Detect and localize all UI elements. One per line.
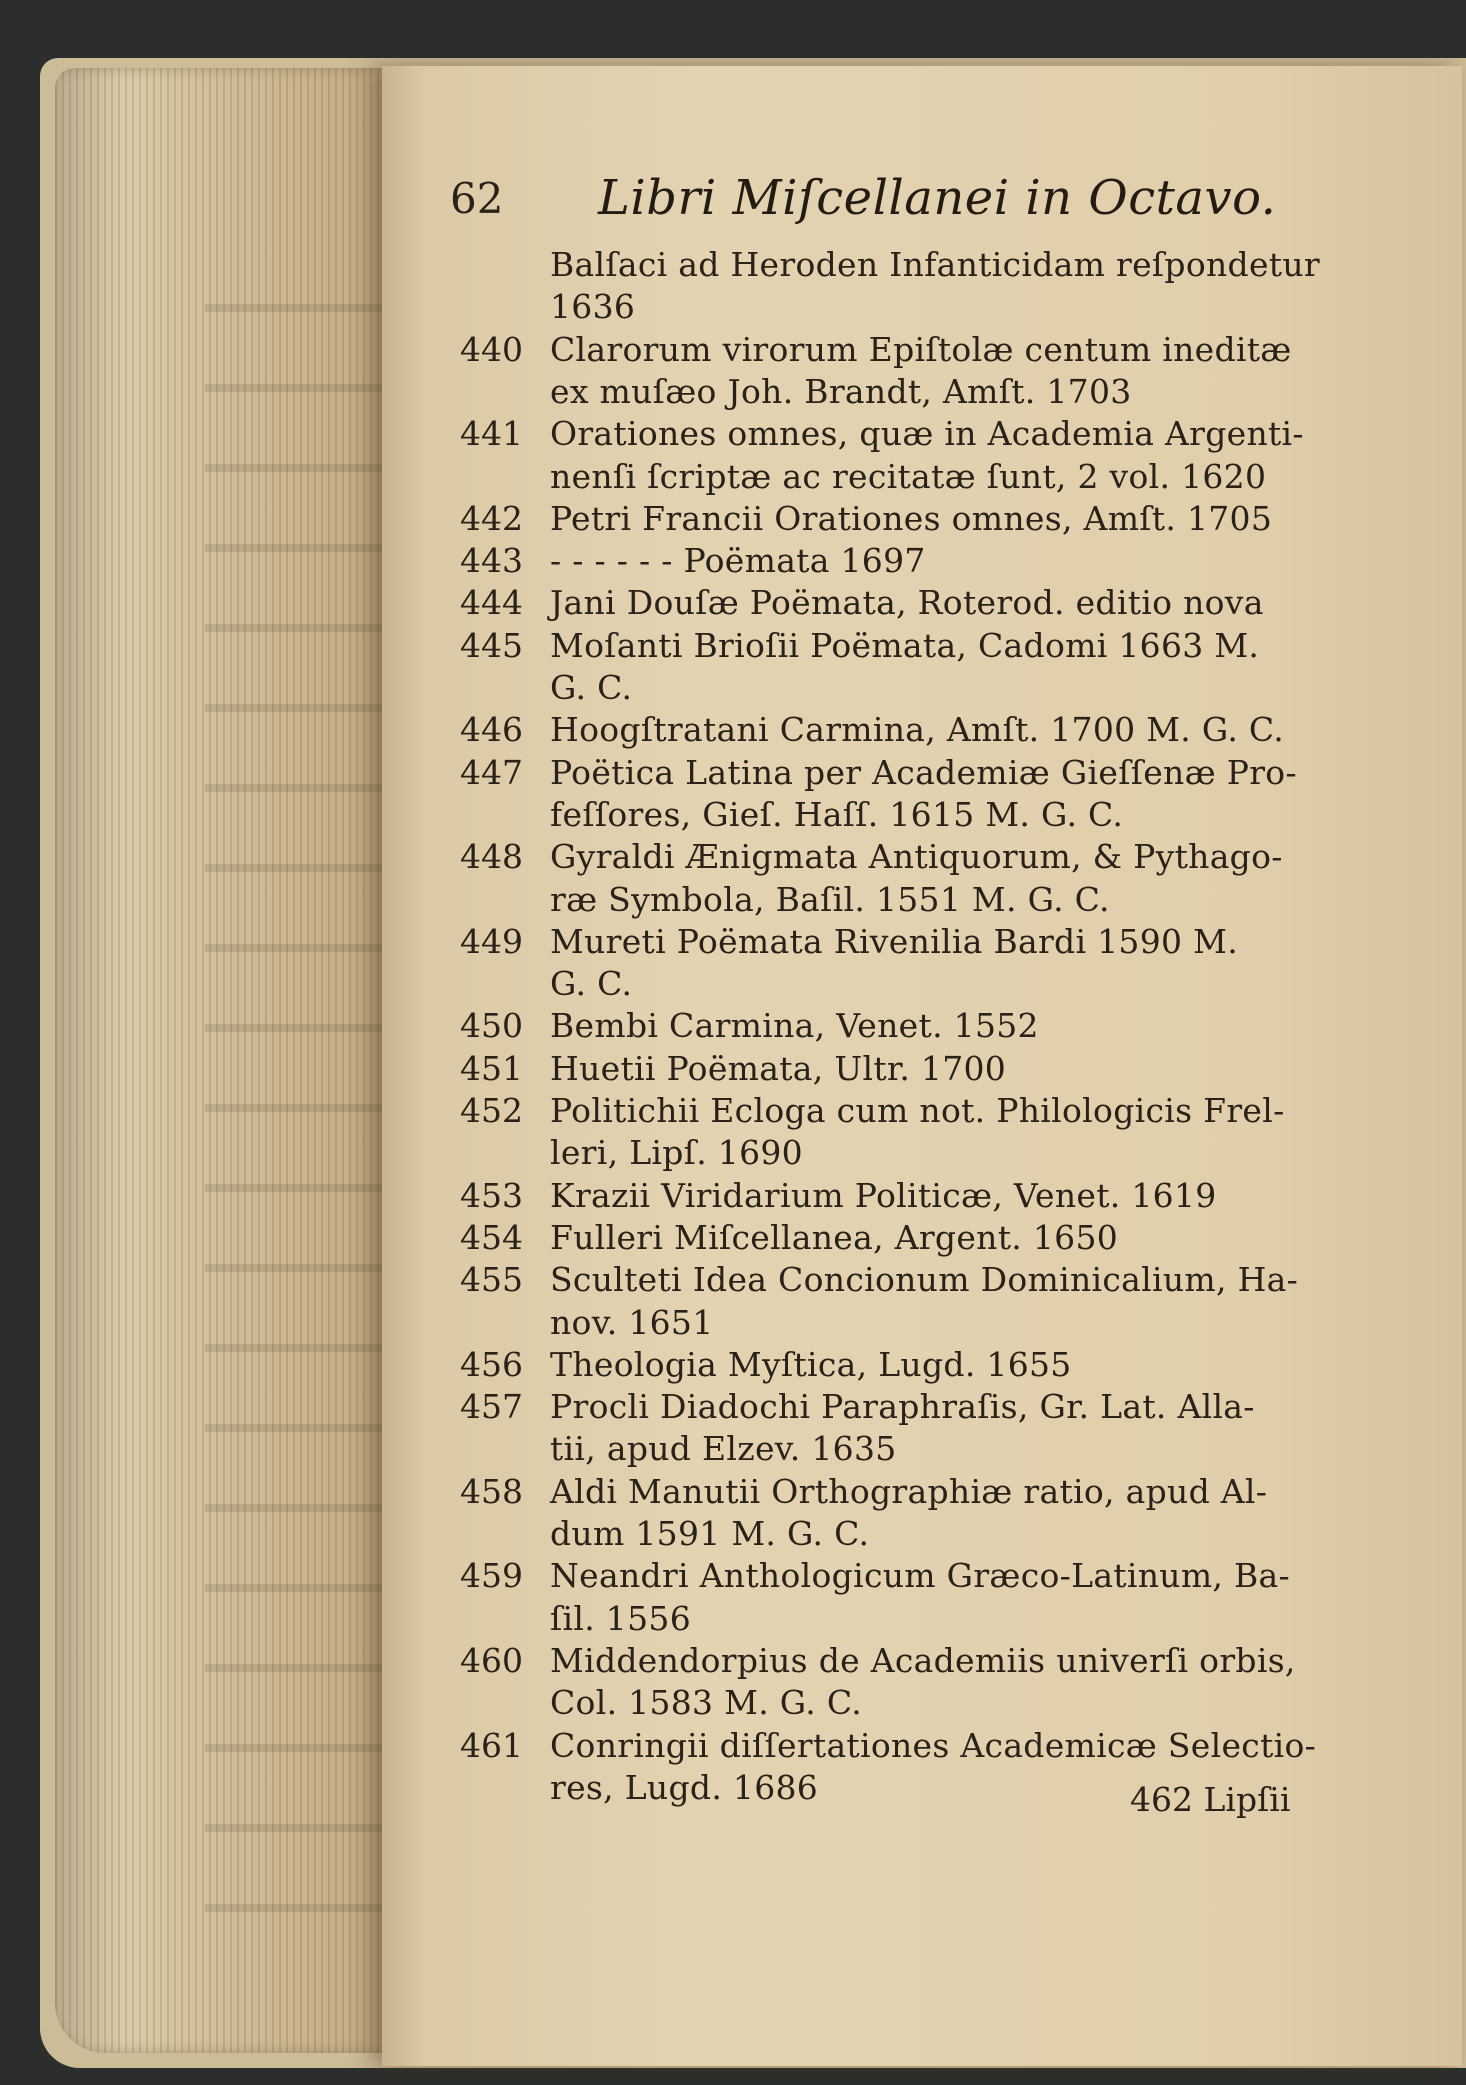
- catalogue-entry-continuation: [460, 1130, 1360, 1175]
- catalogue-entry-continuation: [460, 454, 1360, 499]
- entry-text: Gyraldi Ænigmata Antiquorum, & Pythago-: [550, 837, 1283, 877]
- entry-text: dum 1591 M. G. C.: [550, 1514, 870, 1553]
- entry-text: Hoogſtratani Carmina, Amſt. 1700 M. G. C.: [550, 710, 1285, 750]
- entry-number: 446: [460, 710, 523, 750]
- entry-text: ex muſæo Joh. Brandt, Amſt. 1703: [550, 371, 1132, 411]
- entry-text: Col. 1583 M. G. C.: [550, 1683, 863, 1723]
- catalogue-entry-continuation: [460, 877, 1360, 922]
- catalogue-entry: [460, 707, 1360, 752]
- catalogue-entry-continuation: [460, 1426, 1360, 1471]
- entry-text: Sculteti Idea Concionum Dominicalium, Ha-: [550, 1260, 1299, 1300]
- entry-text: ſil. 1556: [550, 1598, 691, 1638]
- catalogue-entry: [460, 580, 1360, 625]
- catalogue-entry: [460, 1215, 1360, 1260]
- entry-text: Petri Francii Orationes omnes, Amſt. 1705: [550, 498, 1273, 538]
- catalogue-entry: [460, 1384, 1360, 1429]
- entry-text: nenſi ſcriptæ ac recitatæ ſunt, 2 vol. 1620: [550, 456, 1267, 496]
- entry-text: Krazii Viridarium Politicæ, Venet. 1619: [550, 1175, 1217, 1215]
- entry-number: 461: [460, 1725, 523, 1765]
- entry-number: 442: [460, 498, 523, 538]
- catalogue-list: [460, 242, 1360, 1807]
- entry-text: Aldi Manutii Orthographiæ ratio, apud Al-: [550, 1471, 1268, 1511]
- entry-number: 448: [460, 837, 523, 877]
- catalogue-entry-continuation: [460, 242, 1360, 287]
- catalogue-entry-continuation: [460, 792, 1360, 837]
- entry-text: ræ Symbola, Baſil. 1551 M. G. C.: [550, 879, 1110, 919]
- entry-number: 460: [460, 1640, 523, 1680]
- entry-text: Jani Douſæ Poëmata, Roterod. editio nova: [550, 583, 1264, 623]
- catalogue-entry-continuation: [460, 1596, 1360, 1641]
- catalogue-entry: [460, 834, 1360, 879]
- catalogue-entry: [460, 623, 1360, 668]
- entry-text: - - - - - - Poëmata 1697: [550, 541, 926, 581]
- entry-number: 453: [460, 1175, 523, 1215]
- entry-text: Moſanti Brioſii Poëmata, Cadomi 1663 M.: [550, 625, 1260, 665]
- entry-text: Balſaci ad Heroden Infanticidam reſpondetur: [550, 245, 1320, 284]
- entry-number: 459: [460, 1556, 523, 1596]
- entry-text: Politichii Ecloga cum not. Philologicis Frel-: [550, 1091, 1285, 1130]
- catalogue-entry: [460, 496, 1360, 541]
- entry-number: 444: [460, 583, 523, 623]
- entry-number: 447: [460, 752, 523, 792]
- entry-text: feſſores, Gieſ. Haſſ. 1615 M. G. C.: [550, 794, 1124, 834]
- catalogue-entry: [460, 1638, 1360, 1683]
- catalogue-entry-continuation: [460, 665, 1360, 710]
- entry-number: 452: [460, 1091, 523, 1130]
- catalogue-entry-continuation: [460, 284, 1360, 329]
- entry-number: 455: [460, 1260, 523, 1300]
- page-edges-stack: [55, 68, 395, 2053]
- entry-text: res, Lugd. 1686: [550, 1767, 819, 1807]
- entry-text: Poëtica Latina per Academiæ Gieſſenæ Pro-: [550, 752, 1297, 792]
- entry-number: 441: [460, 414, 523, 454]
- catalogue-entry: [460, 1173, 1360, 1218]
- entry-text: tii, apud Elzev. 1635: [550, 1429, 897, 1469]
- entry-number: 450: [460, 1006, 523, 1046]
- catalogue-entry-continuation: [460, 369, 1360, 414]
- catalogue-entry: [460, 1553, 1360, 1598]
- entry-text: leri, Lipſ. 1690: [550, 1133, 803, 1173]
- entry-number: 443: [460, 541, 523, 581]
- entry-text: G. C.: [550, 668, 633, 707]
- catalogue-entry-continuation: [460, 1300, 1360, 1345]
- catalogue-entry: [460, 1723, 1360, 1768]
- entry-number: 449: [460, 921, 523, 961]
- entry-text: Mureti Poëmata Rivenilia Bardi 1590 M.: [550, 921, 1238, 961]
- entry-text: nov. 1651: [550, 1302, 714, 1342]
- running-title: Libri Miſcellanei in Octavo.: [598, 170, 1277, 226]
- entry-text: Middendorpius de Academiis univerſi orbis,: [550, 1640, 1296, 1680]
- catalogue-entry-continuation: [460, 1680, 1360, 1725]
- catalogue-entry: [460, 1257, 1360, 1302]
- entry-text: Bembi Carmina, Venet. 1552: [550, 1006, 1039, 1046]
- entry-number: 451: [460, 1048, 523, 1088]
- catchword: 462 Lipſii: [1130, 1780, 1291, 1819]
- entry-text: Conringii diſſertationes Academicæ Selectio-: [550, 1725, 1317, 1765]
- entry-text: Orationes omnes, quæ in Academia Argenti-: [550, 414, 1304, 454]
- entry-text: Neandri Anthologicum Græco-Latinum, Ba-: [550, 1556, 1290, 1596]
- page-edge-texture: [205, 268, 405, 1968]
- catalogue-entry: [460, 1046, 1360, 1091]
- entry-number: 458: [460, 1471, 523, 1511]
- entry-text: Fulleri Miſcellanea, Argent. 1650: [550, 1217, 1119, 1257]
- catalogue-entry: [460, 1342, 1360, 1387]
- catalogue-entry: [460, 919, 1360, 964]
- catalogue-entry: [460, 1469, 1360, 1514]
- catalogue-entry: [460, 1003, 1360, 1048]
- entry-number: 445: [460, 625, 523, 665]
- entry-number: 456: [460, 1344, 523, 1384]
- entry-text: Procli Diadochi Paraphraſis, Gr. Lat. Alla-: [550, 1387, 1255, 1427]
- catalogue-entry: [460, 538, 1360, 583]
- entry-text: Huetii Poëmata, Ultr. 1700: [550, 1048, 1007, 1088]
- entry-number: 454: [460, 1217, 523, 1257]
- entry-text: Clarorum virorum Epiſtolæ centum ineditæ: [550, 329, 1292, 369]
- catalogue-entry: [460, 750, 1360, 795]
- catalogue-entry-continuation: [460, 961, 1360, 1006]
- catalogue-entry: [460, 327, 1360, 372]
- entry-text: 1636: [550, 287, 636, 327]
- catalogue-entry-continuation: [460, 1511, 1360, 1556]
- entry-number: 457: [460, 1387, 523, 1427]
- page-header: [450, 170, 1350, 240]
- entry-number: 440: [460, 329, 523, 369]
- catalogue-entry: [460, 1088, 1360, 1133]
- entry-text: G. C.: [550, 964, 633, 1004]
- entry-text: Theologia Myſtica, Lugd. 1655: [550, 1344, 1072, 1384]
- catalogue-entry: [460, 411, 1360, 456]
- page-number: 62: [450, 174, 504, 223]
